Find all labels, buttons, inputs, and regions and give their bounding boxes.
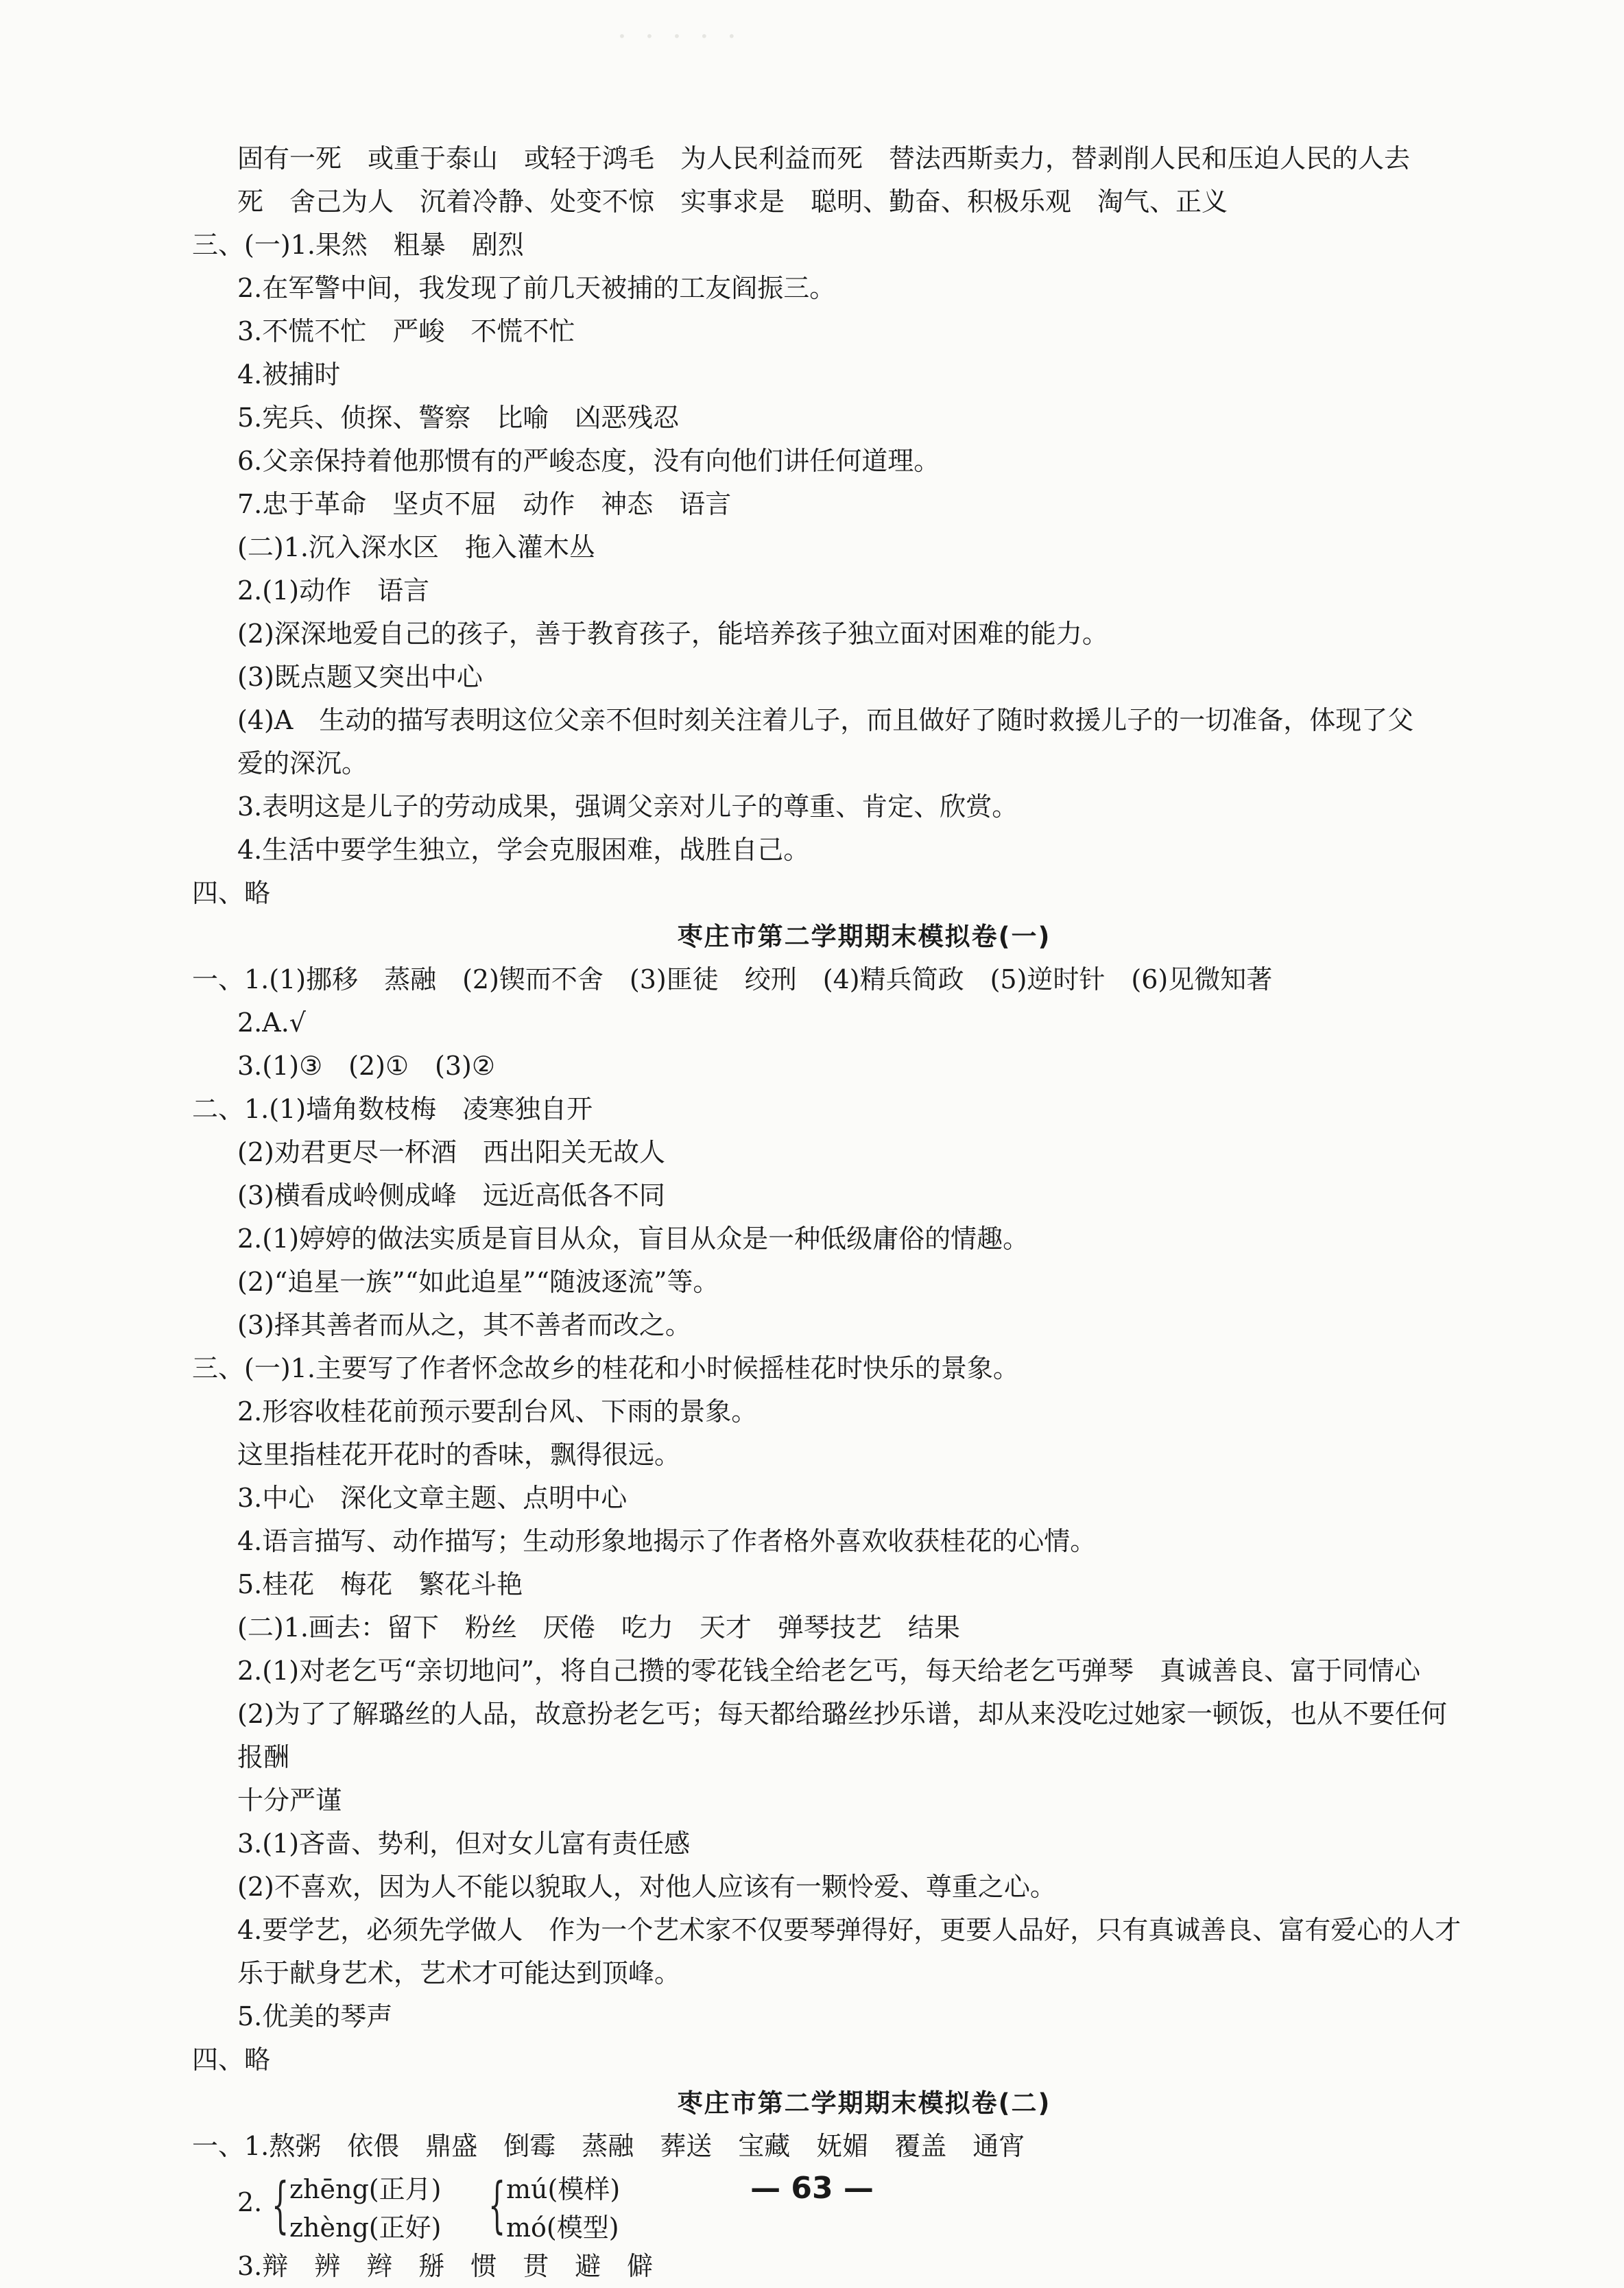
- answer-line: 4.语言描写、动作描写；生动形象地揭示了作者格外喜欢收获桂花的心情。: [237, 1526, 1097, 1556]
- answer-line: (2)不喜欢，因为人不能以貌取人，对他人应该有一颗怜爱、尊重之心。: [237, 1872, 1056, 1902]
- right-brace-icon: {: [488, 2169, 506, 2240]
- answer-line: 2.A.√: [237, 1008, 306, 1038]
- answer-line: 三、(一)1.主要写了作者怀念故乡的桂花和小时候摇桂花时快乐的景象。: [192, 1353, 1019, 1383]
- answer-line: 3.表明这是儿子的劳动成果，强调父亲对儿子的尊重、肯定、欣赏。: [237, 791, 1018, 822]
- answer-line: (二)1.沉入深水区 拖入灌木丛: [237, 532, 595, 562]
- answer-line: 二、1.(1)墙角数枝梅 凌寒独自开: [192, 1094, 593, 1124]
- answer-block-middle: [192, 958, 1536, 2082]
- answer-line: 一、1.(1)挪移 蒸融 (2)锲而不舍 (3)匪徒 绞刑 (4)精兵简政 (5)逆时针 (6)见微知著: [192, 964, 1273, 994]
- page-number: — 63 —: [750, 2171, 874, 2206]
- answer-line: 6.父亲保持着他那惯有的严峻态度，没有向他们讲任何道理。: [237, 446, 940, 476]
- answer-block-top: [192, 137, 1536, 915]
- answer-line: 四、略: [192, 878, 271, 908]
- answer-line: 一、1.熬粥 依偎 鼎盛 倒霉 蒸融 葬送 宝藏 妩媚 覆盖 通宵: [192, 2131, 1025, 2161]
- bleed-through-text: · · · · ·: [617, 19, 741, 54]
- answer-line: 死 舍己为人 沉着冷静、处变不惊 实事求是 聪明、勤奋、积极乐观 淘气、正义: [237, 187, 1228, 217]
- answer-line: 3.辩 辨 辫 掰 惯 贯 避 僻: [237, 2251, 654, 2281]
- answer-line: 2.在军警中间，我发现了前几天被捕的工友阎振三。: [237, 273, 836, 303]
- answer-line: 4.被捕时: [237, 359, 341, 390]
- answer-line: 3.不慌不忙 严峻 不慌不忙: [237, 316, 575, 346]
- pinyin-left-top: zhēng(正月): [289, 2174, 442, 2204]
- section-heading-2: 枣庄市第二学期期末模拟卷(二): [677, 2088, 1051, 2118]
- answer-line: (2)深深地爱自己的孩子，善于教育孩子，能培养孩子独立面对困难的能力。: [237, 619, 1108, 649]
- left-brace-icon: {: [272, 2169, 289, 2240]
- answer-key-content: [192, 137, 1536, 2288]
- answer-line: (2)劝君更尽一杯酒 西出阳关无故人: [237, 1137, 665, 1167]
- brace-item-number: 2.: [237, 2187, 263, 2217]
- answer-block-bottom: [192, 2125, 1536, 2168]
- answer-line: 三、(一)1.果然 粗暴 剧烈: [192, 230, 524, 260]
- answer-line: 5.桂花 梅花 繁花斗艳: [237, 1569, 523, 1599]
- answer-line: 5.宪兵、侦探、警察 比喻 凶恶残忍: [237, 403, 680, 433]
- answer-line: 4.要学艺，必须先学做人 作为一个艺术家不仅要琴弹得好，更要人品好，只有真诚善良、富有爱心的人才: [237, 1915, 1461, 1945]
- section-heading-1: 枣庄市第二学期期末模拟卷(一): [677, 922, 1051, 951]
- answer-line: 乐于献身艺术，艺术才可能达到顶峰。: [237, 1958, 681, 1988]
- answer-line: 2.(1)对老乞丐“亲切地问”，将自己攒的零花钱全给老乞丐，每天给老乞丐弹琴 真诚善良、富于同情心: [237, 1656, 1420, 1686]
- answer-line: 2.(1)动作 语言: [237, 575, 430, 606]
- answer-line: 5.优美的琴声: [237, 2001, 393, 2031]
- answer-line: 这里指桂花开花时的香味，飘得很远。: [237, 1440, 681, 1470]
- answer-line: (4)A 生动的描写表明这位父亲不但时刻关注着儿子，而且做好了随时救援儿子的一切准备，体现了父: [237, 705, 1414, 735]
- answer-line: 3.中心 深化文章主题、点明中心: [237, 1483, 628, 1513]
- answer-line: 3.(1)吝啬、势利，但对女儿富有责任感: [237, 1828, 691, 1859]
- answer-line: 四、略: [192, 2045, 271, 2075]
- answer-line: (2)为了了解璐丝的人品，故意扮老乞丐；每天都给璐丝抄乐谱，却从来没吃过她家一顿饭，也从不要任何: [237, 1699, 1447, 1729]
- answer-line: (3)择其善者而从之，其不善者而改之。: [237, 1310, 691, 1340]
- answer-block-final: [192, 2245, 1536, 2288]
- answer-line: 2.形容收桂花前预示要刮台风、下雨的景象。: [237, 1396, 758, 1427]
- answer-line: 7.忠于革命 坚贞不屈 动作 神态 语言: [237, 489, 732, 519]
- answer-line: 3.(1)③ (2)① (3)②: [237, 1051, 495, 1081]
- pinyin-left-bottom: zhèng(正好): [289, 2213, 442, 2243]
- answer-line: (3)既点题又突出中心: [237, 662, 483, 692]
- pinyin-right-top: mú(模样): [506, 2174, 621, 2204]
- answer-line: 十分严谨: [237, 1785, 342, 1815]
- answer-line: (2)“追星一族”“如此追星”“随波逐流”等。: [237, 1267, 719, 1297]
- answer-line: 4.生活中要学生独立，学会克服困难，战胜自己。: [237, 835, 810, 865]
- answer-line: (3)横看成岭侧成峰 远近高低各不同: [237, 1180, 665, 1211]
- answer-line: 爱的深沉。: [237, 748, 368, 778]
- answer-line: 报酬: [237, 1742, 290, 1772]
- answer-line: 2.(1)婷婷的做法实质是盲目从众，盲目从众是一种低级庸俗的情趣。: [237, 1224, 1029, 1254]
- answer-line: 固有一死 或重于泰山 或轻于鸿毛 为人民利益而死 替法西斯卖力，替剥削人民和压迫人民的人去: [237, 143, 1411, 174]
- answer-line: (二)1.画去：留下 粉丝 厌倦 吃力 天才 弹琴技艺 结果: [237, 1612, 960, 1643]
- pinyin-right-bottom: mó(模型): [506, 2213, 619, 2243]
